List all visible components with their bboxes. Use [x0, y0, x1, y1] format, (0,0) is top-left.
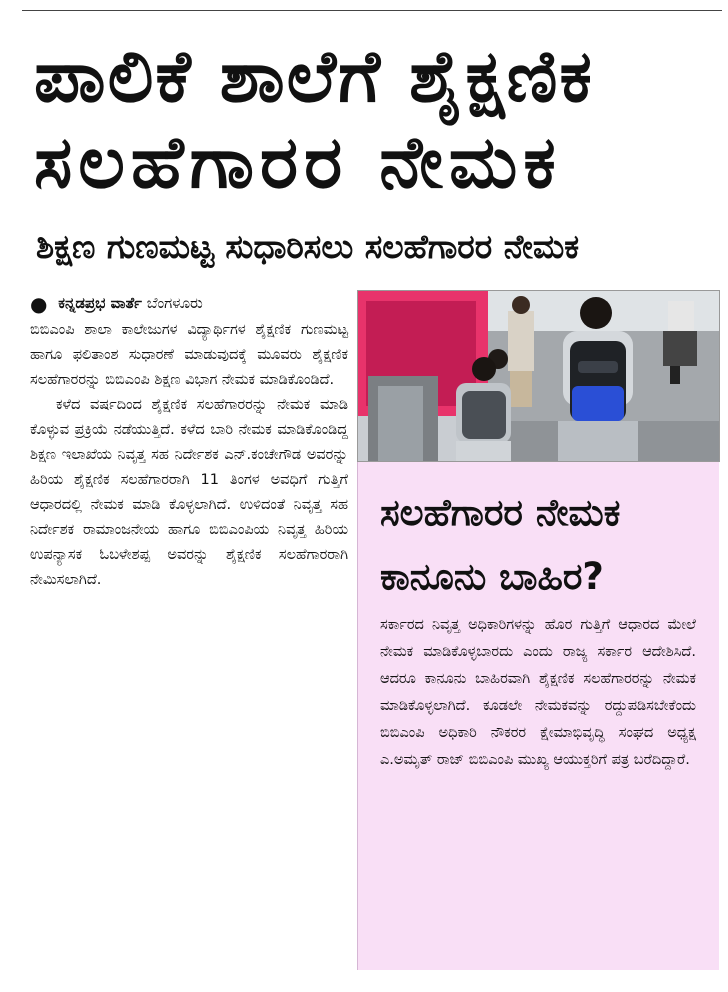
- subheadline: ಶಿಕ್ಷಣ ಗುಣಮಟ್ಟ ಸುಧಾರಿಸಲು ಸಲಹೆಗಾರರ ನೇಮಕ: [36, 227, 580, 266]
- article-paragraph-2: ಕಳೆದ ವರ್ಷದಿಂದ ಶೈಕ್ಷಣಿಕ ಸಲಹೆಗಾರರನ್ನು ನೇಮಕ ಮಾಡಿ ಕೊಳ್ಳುವ ಪ್ರಕ್ರಿಯೆ ನಡೆಯುತ್ತಿದೆ. ಕಳೆದ ಬಾರಿ ನೇಮಕ ಮಾಡಿಕೊಂಡಿದ್ದ ಶಿಕ್ಷಣ ಇಲಾಖೆಯ ನಿವೃತ್ತ ಸಹ ನಿರ್ದೇಶಕ ಎನ್.ಕಂಚೇಗೌಡ ಅವರನ್ನು ಹಿರಿಯ ಶೈಕ್ಷಣಿಕ ಸಲಹೆಗಾರರಾಗಿ 11 ತಿಂಗಳ ಅವಧಿಗೆ ಗುತ್ತಿಗೆ ಆಧಾರದಲ್ಲಿ ನೇಮಕ ಮಾಡಿ ಕೊಳ್ಳಲಾಗಿದೆ. ಉಳಿದಂತೆ ನಿವೃತ್ತ ಸಹ ನಿರ್ದೇಶಕ ರಾಮಾಂಜನೇಯ ಹಾಗೂ ಬಿಬಿಎಂಪಿಯ ನಿವೃತ್ತ ಹಿರಿಯ ಉಪನ್ಯಾಸಕ ಓಬಳೇಶಪ್ಪ ಅವರನ್ನು ಶೈಕ್ಷಣಿಕ ಸಲಹೆಗಾರರಾಗಿ ನೇಮಿಸಲಾಗಿದೆ.: [30, 397, 348, 588]
- article-paragraph-1: ಬಿಬಿಎಂಪಿ ಶಾಲಾ ಕಾಲೇಜುಗಳ ವಿದ್ಯಾರ್ಥಿಗಳ ಶೈಕ್ಷಣಿಕ ಗುಣಮಟ್ಟ ಹಾಗೂ ಫಲಿತಾಂಶ ಸುಧಾರಣೆ ಮಾಡುವುದಕ್ಕೆ ಮೂವರು ಶೈಕ್ಷಣಿಕ ಸಲಹೆಗಾರರನ್ನು ಬಿಬಿಎಂಪಿ ಶಿಕ್ಷಣ ವಿಭಾಗ ನೇಮಕ ಮಾಡಿಕೊಂಡಿದೆ.: [30, 322, 348, 388]
- sidebar-title-line-2: ಕಾನೂನು ಬಾಹಿರ?: [380, 555, 604, 598]
- news-photo: [357, 290, 720, 462]
- byline-place: ಬೆಂಗಳೂರು: [146, 294, 203, 312]
- headline-line-1: ಪಾಲಿಕೆ ಶಾಲೆಗೆ ಶೈಕ್ಷಣಿಕ: [34, 34, 594, 118]
- headline-line-2: ಸಲಹೆಗಾರರ ನೇಮಕ: [34, 120, 562, 204]
- top-rule: [22, 10, 722, 11]
- sidebar-body: ಸರ್ಕಾರದ ನಿವೃತ್ತ ಅಧಿಕಾರಿಗಳನ್ನು ಹೊರ ಗುತ್ತಿಗೆ ಆಧಾರದ ಮೇಲೆ ನೇಮಕ ಮಾಡಿಕೊಳ್ಳಬಾರದು ಎಂದು ರಾಜ್ಯ ಸರ್ಕಾರ ಆದೇಶಿಸಿದೆ. ಆದರೂ ಕಾನೂನು ಬಾಹಿರವಾಗಿ ಶೈಕ್ಷಣಿಕ ಸಲಹೆಗಾರರನ್ನು ನೇಮಕ ಮಾಡಿಕೊಳ್ಳಲಾಗಿದೆ. ಕೂಡಲೇ ನೇಮಕವನ್ನು ರದ್ದುಪಡಿಸಬೇಕೆಂದು ಬಿಬಿಎಂಪಿ ಅಧಿಕಾರಿ ನೌಕರರ ಕ್ಷೇಮಾಭಿವೃದ್ಧಿ ಸಂಘದ ಅಧ್ಯಕ್ಷ ಎ.ಅಮೃತ್ ರಾಜ್ ಬಿಬಿಎಂಪಿ ಮುಖ್ಯ ಆಯುಕ್ತರಿಗೆ ಪತ್ರ ಬರೆದಿದ್ದಾರೆ.: [380, 617, 696, 768]
- byline-source: ಕನ್ನಡಪ್ರಭ ವಾರ್ತೆ: [58, 294, 142, 312]
- article-body-column: [30, 288, 348, 593]
- byline: [30, 288, 348, 318]
- bullet-icon: ●: [30, 291, 48, 316]
- schoolchildren-photo: [358, 291, 719, 461]
- sidebar-box: [357, 462, 719, 970]
- sidebar-title-line-1: ಸಲಹೆಗಾರರ ನೇಮಕ: [380, 491, 621, 534]
- blue-backpack: [572, 386, 624, 421]
